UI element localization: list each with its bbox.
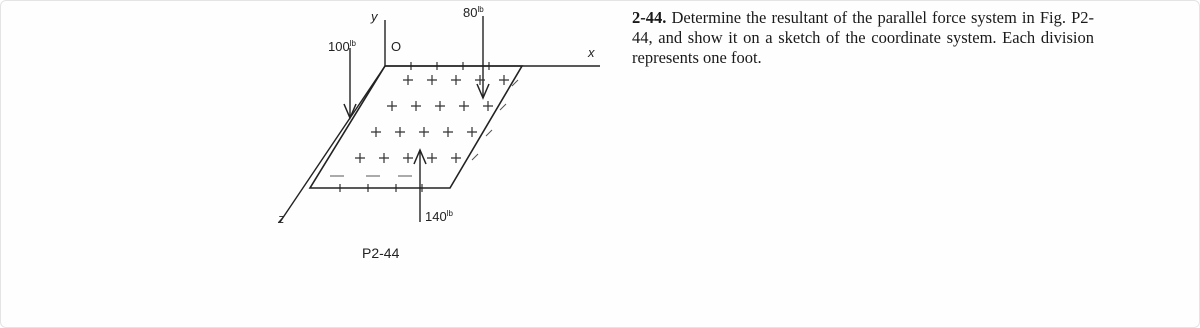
figure-p2-44: [270, 0, 630, 328]
grid-points: [355, 75, 509, 163]
y-axis-label: y: [371, 9, 378, 24]
problem-number: 2-44.: [632, 8, 667, 27]
figure-caption: P2-44: [362, 245, 400, 261]
force-140-label: $140^{lb}$: [425, 209, 453, 224]
force-80-label: $80^{lb}$: [463, 5, 484, 20]
problem-statement: [632, 8, 1094, 68]
x-axis-label: x: [588, 45, 595, 60]
force-diagram: [270, 0, 630, 328]
origin-label: O: [391, 39, 402, 54]
problem-text: Determine the resultant of the parallel force system in Fig. P2-44, and show it on a sketch of the coordinate system. Each division represents one foot.: [632, 8, 1094, 67]
force-100-label: $100^{lb}$: [328, 39, 356, 54]
edge-ticks: [340, 62, 489, 192]
plate-outline: [310, 66, 522, 188]
z-axis-line: [280, 66, 385, 222]
z-axis-label: z: [278, 211, 285, 226]
